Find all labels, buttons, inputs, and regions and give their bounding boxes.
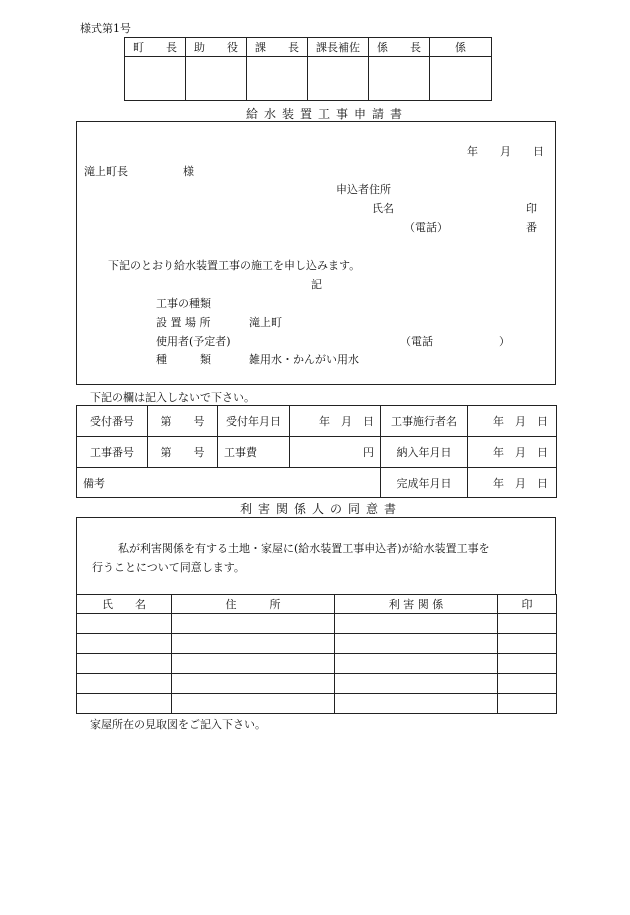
- cell-payment-label: 納入年月日: [381, 437, 468, 468]
- consent-cell[interactable]: [172, 614, 335, 634]
- approval-stamp-cell[interactable]: [308, 57, 369, 101]
- footer-note: 家屋所在の見取図をご記入下さい。: [90, 718, 266, 731]
- approval-stamp-cell[interactable]: [430, 57, 492, 101]
- applicant-name-label: 氏名: [372, 202, 394, 215]
- application-date[interactable]: 年 月 日: [467, 145, 544, 158]
- consent-title: 利害関係人の同意書: [240, 502, 403, 516]
- cell-completion-date[interactable]: 年 月 日: [468, 468, 557, 498]
- cell-cost-label: 工事費: [218, 437, 290, 468]
- ki-mark: 記: [311, 278, 322, 291]
- consent-cell[interactable]: [335, 654, 498, 674]
- consent-table: [76, 594, 557, 714]
- approval-header: 課 長: [247, 38, 308, 57]
- consent-cell[interactable]: [77, 614, 172, 634]
- consent-cell[interactable]: [77, 674, 172, 694]
- cell-receipt-no[interactable]: 第 号: [148, 406, 218, 437]
- consent-cell[interactable]: [335, 694, 498, 714]
- cell-completion-label: 完成年月日: [381, 468, 468, 498]
- approval-header: 町 長: [125, 38, 186, 57]
- cell-remarks[interactable]: 備考: [77, 468, 381, 498]
- approval-header: 助 役: [186, 38, 247, 57]
- consent-cell[interactable]: [77, 694, 172, 714]
- consent-cell[interactable]: [172, 634, 335, 654]
- consent-col-relation: 利 害 関 係: [335, 595, 498, 614]
- consent-col-address: 住 所: [172, 595, 335, 614]
- form-number: 様式第1号: [80, 22, 131, 35]
- consent-cell[interactable]: [498, 654, 557, 674]
- consent-cell[interactable]: [335, 674, 498, 694]
- approval-header: 課長補佐: [308, 38, 369, 57]
- cell-contractor-date[interactable]: 年 月 日: [468, 406, 557, 437]
- cell-receipt-no-label: 受付番号: [77, 406, 148, 437]
- item-label-user: 使用者(予定者): [156, 335, 231, 348]
- applicant-address-label: 申込者住所: [336, 183, 391, 196]
- consent-text-line1: 私が利害関係を有する土地・家屋に(給水装置工事申込者)が給水装置工事を: [118, 542, 490, 555]
- item-value-location[interactable]: 滝上町: [249, 316, 282, 329]
- cell-receipt-date[interactable]: 年 月 日: [290, 406, 381, 437]
- cell-cost[interactable]: 円: [290, 437, 381, 468]
- phone-suffix: 番: [526, 221, 537, 234]
- approval-header: 係: [430, 38, 492, 57]
- consent-row: [77, 634, 557, 654]
- consent-col-name: 氏 名: [77, 595, 172, 614]
- consent-cell[interactable]: [77, 634, 172, 654]
- approval-stamp-cell[interactable]: [247, 57, 308, 101]
- consent-cell[interactable]: [498, 614, 557, 634]
- consent-cell[interactable]: [335, 634, 498, 654]
- consent-cell[interactable]: [498, 674, 557, 694]
- cell-receipt-date-label: 受付年月日: [218, 406, 290, 437]
- consent-cell[interactable]: [498, 634, 557, 654]
- consent-cell[interactable]: [335, 614, 498, 634]
- approval-header: 係 長: [369, 38, 430, 57]
- approval-stamp-cell[interactable]: [125, 57, 186, 101]
- consent-cell[interactable]: [172, 654, 335, 674]
- consent-col-seal: 印: [498, 595, 557, 614]
- consent-row: [77, 614, 557, 634]
- item-label-location: 設 置 場 所: [156, 316, 211, 329]
- item-value-type[interactable]: 雑用水・かんがい用水: [249, 353, 359, 366]
- intro-text: 下記のとおり給水装置工事の施工を申し込みます。: [108, 259, 361, 272]
- consent-cell[interactable]: [498, 694, 557, 714]
- approval-stamp-cell[interactable]: [186, 57, 247, 101]
- cell-work-no-label: 工事番号: [77, 437, 148, 468]
- item-label-type: 種 類: [156, 353, 211, 366]
- consent-cell[interactable]: [77, 654, 172, 674]
- consent-row: [77, 694, 557, 714]
- item-label-kind: 工事の種類: [156, 297, 211, 310]
- addressee: 滝上町長 様: [84, 165, 194, 178]
- cell-payment-date[interactable]: 年 月 日: [468, 437, 557, 468]
- consent-text-box: [76, 517, 556, 595]
- consent-row: [77, 674, 557, 694]
- phone-label: （電話）: [404, 221, 448, 234]
- approval-table: [124, 37, 492, 101]
- user-phone[interactable]: （電話 ）: [400, 335, 510, 348]
- approval-stamp-cell[interactable]: [369, 57, 430, 101]
- cell-contractor-label: 工事施行者名: [381, 406, 468, 437]
- consent-cell[interactable]: [172, 694, 335, 714]
- consent-row: [77, 654, 557, 674]
- consent-text-line2: 行うことについて同意します。: [92, 561, 245, 574]
- cell-work-no[interactable]: 第 号: [148, 437, 218, 468]
- seal-mark: 印: [526, 202, 537, 215]
- office-use-table: [76, 405, 557, 498]
- office-use-note: 下記の欄は記入しないで下さい。: [90, 391, 255, 404]
- application-title: 給水装置工事申請書: [246, 107, 409, 121]
- consent-cell[interactable]: [172, 674, 335, 694]
